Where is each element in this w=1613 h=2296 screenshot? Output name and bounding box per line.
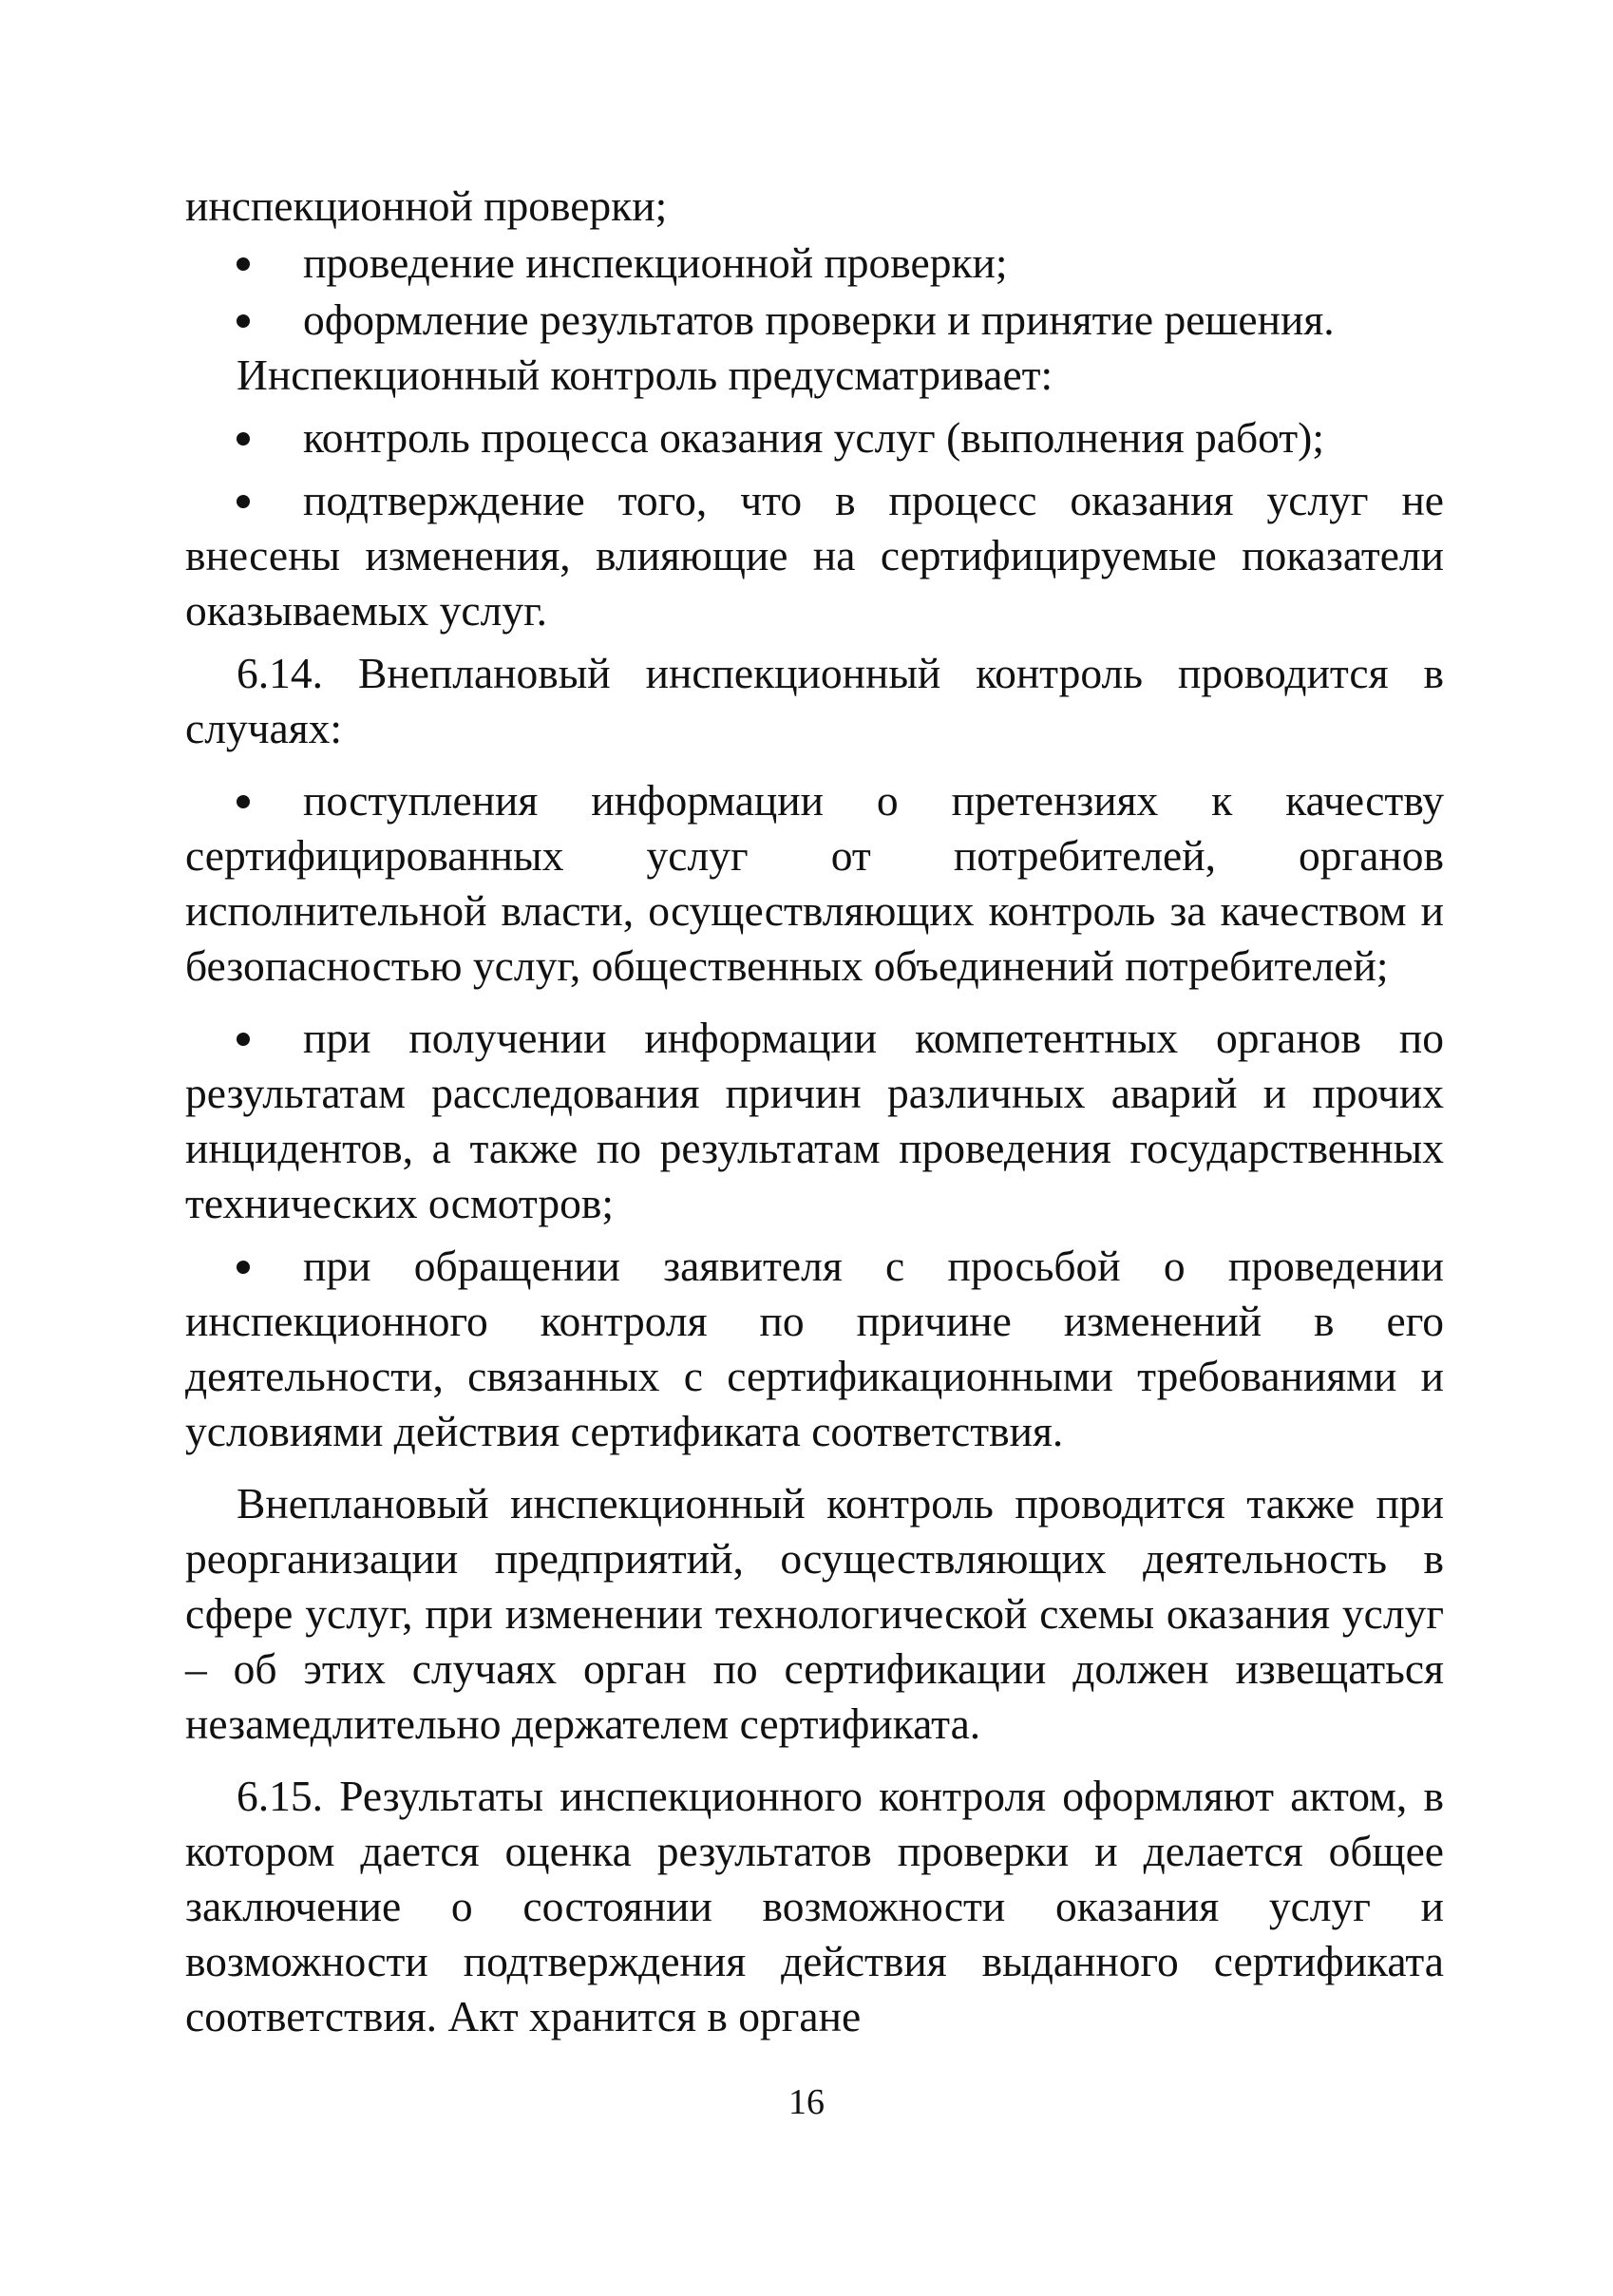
bullet-text: поступления информации о претензиях к качеству сертифицированных услуг от потребителей, органов исполнительной власти, осуществляющих контроль за качеством и безопасностью услуг, общественных объединений потребителей; (185, 776, 1444, 990)
section-6-14: 6.14. Внеплановый инспекционный контроль проводится в случаях: (185, 649, 1444, 752)
inspection-intro: Инспекционный контроль предусматривает: (237, 351, 1053, 399)
bullet-item (185, 1239, 1444, 1459)
continuation-line: инспекционной проверки; (185, 181, 668, 230)
bullet-text: при получении информации компетентных органов по результатам расследования причин различных аварий и прочих инцидентов, а также по результатам проведения государственных технических осмотров; (185, 1014, 1444, 1227)
bullet-icon (237, 1033, 250, 1046)
bullet-icon (237, 432, 250, 446)
unplanned-paragraph: Внеплановый инспекционный контроль проводится также при реорганизации предприятий, осуществляющих деятельность в сфере услуг, при изменении технологической схемы оказания услуг – об этих случаях орган по сертификации должен извещаться незамедлительно держателем сертификата. (185, 1479, 1444, 1748)
bullet-icon (237, 314, 250, 328)
bullet-text: при обращении заявителя с просьбой о проведении инспекционного контроля по причине изменений в его деятельности, связанных с сертификационными требованиями и условиями действия сертификата соответствия. (185, 1242, 1444, 1455)
bullet-item (185, 410, 1444, 465)
bullet-item (185, 293, 1444, 348)
bullet-item (185, 236, 1444, 291)
bullet-text: подтверждение того, что в процесс оказания услуг не внесены изменения, влияющие на сертифицируемые показатели оказываемых услуг. (185, 476, 1444, 635)
bullet-icon (237, 795, 250, 808)
bullet-item (185, 1011, 1444, 1231)
bullet-text: оформление результатов проверки и принятие решения. (303, 295, 1335, 344)
document-page (185, 179, 1444, 2044)
section-6-15: 6.15. Результаты инспекционного контроля оформляют актом, в котором дается оценка результатов проверки и делается общее заключение о состоянии возможности оказания услуг и возможности подтверждения действия выданного сертификата соответствия. Акт хранится в органе (185, 1772, 1444, 2040)
page-number: 16 (788, 2082, 825, 2122)
bullet-icon (237, 257, 250, 271)
bullet-item (185, 473, 1444, 638)
bullet-icon (237, 495, 250, 508)
bullet-text: контроль процесса оказания услуг (выполнения работ); (303, 413, 1324, 462)
bullet-text: проведение инспекционной проверки; (303, 238, 1008, 287)
bullet-item (185, 773, 1444, 994)
bullet-icon (237, 1261, 250, 1274)
